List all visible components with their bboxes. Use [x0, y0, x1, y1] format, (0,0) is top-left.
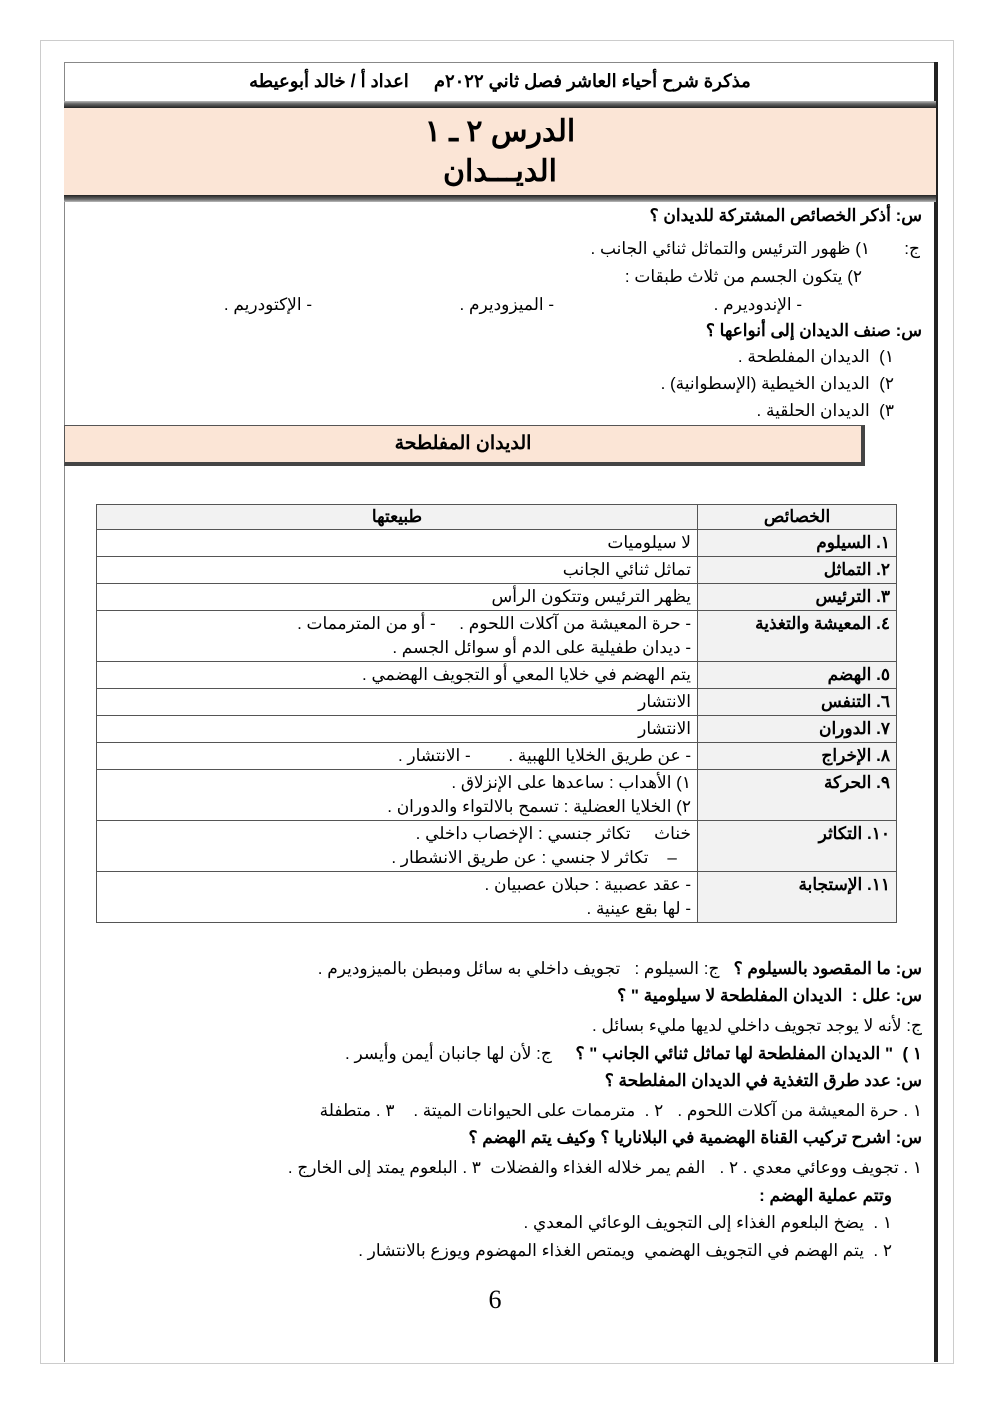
- table-row: [97, 584, 897, 611]
- property-cell: ١١. الإستجابة: [698, 872, 897, 923]
- value-cell: [97, 557, 698, 584]
- value-cell: [97, 584, 698, 611]
- question-text: س: علل : الديدان المفلطحة لا سيلومية " ؟: [617, 986, 922, 1005]
- qa-line: [592, 1015, 922, 1037]
- value-cell: [97, 872, 698, 923]
- question-text: ١ ) " الديدان المفلطحة لها تماثل ثنائي الجانب " ؟: [575, 1044, 922, 1063]
- property-cell: ٦. التنفس: [698, 689, 897, 716]
- value-cell: [97, 770, 698, 821]
- property-cell: ٤. المعيشة والتغذية: [698, 611, 897, 662]
- answer-text: ٢ . يتم الهضم في التجويف الهضمي ويمتص الغذاء المهضوم ويوزع بالانتشار .: [358, 1241, 892, 1260]
- answer-text: ١ . تجويف ووعائي معدي . ٢ . الفم يمر خلاله الغذاء والفضلات ٣ . البلعوم يمتد إلى الخارج .: [287, 1158, 922, 1177]
- table-row: [97, 530, 897, 557]
- question-text: س: اشرح تركيب القناة الهضمية في البلاناريا ؟ وكيف يتم الهضم ؟: [468, 1128, 922, 1147]
- value-line: - لها بقع عينية .: [586, 899, 691, 918]
- divider: [64, 195, 936, 202]
- value-line: - عن طريق الخلايا اللهبية . - الانتشار .: [397, 746, 691, 765]
- lesson-title-box: [64, 108, 936, 195]
- value-line: تماثل ثنائي الجانب: [562, 560, 691, 579]
- question: س: أذكر الخصائص المشتركة للديدان ؟: [649, 206, 922, 225]
- qa-line: [605, 1070, 922, 1092]
- property-cell: ١٠. التكاثر: [698, 821, 897, 872]
- value-line: – تكاثر لا جنسي : عن طريق الانشطار .: [391, 848, 691, 867]
- qa-line: [759, 1185, 892, 1207]
- table-row: [97, 743, 897, 770]
- value-line: - حرة المعيشة من آكلات اللحوم . - أو من المترممات .: [297, 614, 691, 633]
- answer-text: ١ . حرة المعيشة من آكلات اللحوم . ٢ . مترممات على الحيوانات الميتة . ٣ . متطفلة: [319, 1101, 922, 1120]
- table-row: [97, 716, 897, 743]
- table-row: [97, 689, 897, 716]
- answer-text: ج: لأنه لا يوجد تجويف داخلي لديها مليء بسائل .: [592, 1016, 922, 1035]
- table-row: [97, 770, 897, 821]
- frame-line: [64, 62, 65, 1362]
- qa-line: [617, 985, 922, 1007]
- answer-label: ج:: [904, 239, 920, 258]
- answer-text: ١ . يضخ البلعوم الغذاء إلى التجويف الوعائي المعدي .: [523, 1213, 892, 1232]
- qa-line: [358, 1240, 892, 1262]
- property-cell: ٢. التماثل: [698, 557, 897, 584]
- value-line: ٢) الخلايا العضلية : تسمح بالالتواء والدوران .: [387, 797, 691, 816]
- value-line: الانتشار: [638, 692, 691, 711]
- lesson-title: الديـــدان: [442, 155, 558, 188]
- value-line: - عقد عصبية : حبلان عصبيان .: [484, 875, 691, 894]
- qa-line: [468, 1127, 922, 1149]
- answer-item: ١) ظهور الترئيس والتماثل ثنائي الجانب .: [590, 239, 870, 258]
- value-cell: [97, 611, 698, 662]
- question-text: س: عدد طرق التغذية في الديدان المفلطحة ؟: [604, 1071, 922, 1090]
- frame-line: [64, 62, 936, 63]
- qa-line: [524, 1212, 892, 1234]
- answer-item: ٢) الديدان الخيطية (الإسطوانية) .: [660, 374, 894, 393]
- table-row: [97, 557, 897, 584]
- table-row: [97, 611, 897, 662]
- qa-line: [320, 1100, 922, 1122]
- qa-line: [318, 958, 922, 980]
- answer-item: ٣) الديدان الحلقية .: [756, 401, 894, 420]
- layer-item: - الإكتودريم .: [223, 295, 312, 314]
- property-cell: ٨. الإخراج: [698, 743, 897, 770]
- value-cell: [97, 662, 698, 689]
- qa-line: [288, 1157, 922, 1179]
- value-line: خناث تكاثر جنسي : الإخصاب داخلي .: [415, 824, 691, 843]
- value-line: يظهر الترئيس وتتكون الرأس: [491, 587, 691, 606]
- table-row: [97, 872, 897, 923]
- question: س: صنف الديدان إلى أنواعها ؟: [705, 321, 922, 340]
- question-text: س: ما المقصود بالسيلوم ؟: [733, 959, 922, 978]
- value-cell: [97, 716, 698, 743]
- value-line: يتم الهضم في خلايا المعي أو التجويف الهضمي .: [362, 665, 691, 684]
- section-title: الديدان المفلطحة: [64, 425, 865, 466]
- table-row: [97, 821, 897, 872]
- property-cell: ١. السيلوم: [698, 530, 897, 557]
- property-cell: ٩. الحركة: [698, 770, 897, 821]
- answer-item: ١) الديدان المفلطحة .: [737, 347, 894, 366]
- column-header: الخصائص: [698, 505, 897, 530]
- lesson-number: الدرس ٢ ـ ١: [424, 115, 576, 148]
- value-line: - ديدان طفيلية على الدم أو سوائل الجسم .: [392, 638, 691, 657]
- answer-text: ج: السيلوم : تجويف داخلي به سائل ومبطن بالميزوديرم .: [317, 959, 734, 978]
- value-line: ١) الأهداب : ساعدها على الإنزلاق .: [451, 773, 691, 792]
- page-number: 6: [488, 1285, 502, 1314]
- property-cell: ٣. الترئيس: [698, 584, 897, 611]
- value-cell: [97, 689, 698, 716]
- frame-line: [934, 62, 938, 1362]
- property-cell: ٥. الهضم: [698, 662, 897, 689]
- value-cell: [97, 821, 698, 872]
- answer-text: ج: لأن لها جانبان أيمن وأيسر .: [345, 1044, 576, 1063]
- column-header: طبيعتها: [97, 505, 698, 530]
- value-line: الانتشار: [638, 719, 691, 738]
- layer-item: - الميزوديرم .: [459, 295, 554, 314]
- answer-item: ٢) يتكون الجسم من ثلاث طبقات :: [624, 267, 862, 286]
- question-text: وتتم عملية الهضم :: [759, 1186, 892, 1205]
- table-row: [97, 662, 897, 689]
- divider: [64, 101, 936, 108]
- property-cell: ٧. الدوران: [698, 716, 897, 743]
- characteristics-table: [96, 504, 897, 923]
- page-header: مذكرة شرح أحياء العاشر فصل ثاني ٢٠٢٢م اعداد أ / خالد أبوعيطه: [249, 71, 751, 91]
- value-cell: [97, 743, 698, 770]
- layer-item: - الإندوديرم .: [713, 295, 802, 314]
- qa-line: [345, 1043, 922, 1065]
- value-line: لا سيلوميات: [607, 533, 691, 552]
- value-cell: [97, 530, 698, 557]
